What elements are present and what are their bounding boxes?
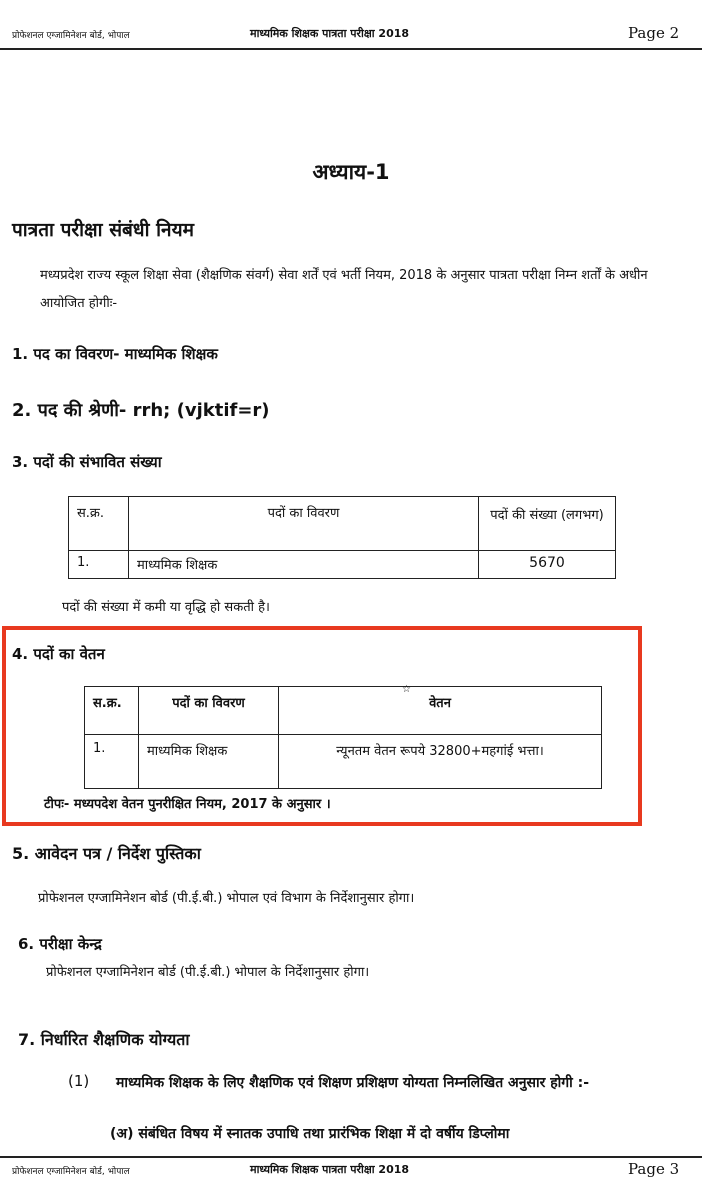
table-row bbox=[85, 735, 602, 789]
item-exam-centre: 6. परीक्षा केन्द्र bbox=[18, 935, 102, 953]
col-post-count: पदों की संख्या (लगभग) bbox=[479, 497, 616, 551]
cell-serial: 1. bbox=[85, 735, 139, 789]
table-header-row bbox=[85, 687, 602, 735]
star-icon: ☆ bbox=[402, 684, 411, 695]
footer-exam-title: माध्यमिक शिक्षक पात्रता परीक्षा 2018 bbox=[250, 1163, 410, 1176]
chapter-title: अध्याय-1 bbox=[312, 160, 390, 184]
intro-paragraph: मध्यप्रदेश राज्य स्कूल शिक्षा सेवा (शैक्षणिक संवर्ग) सेवा शर्तें एवं भर्ती नियम, 2018 के अनुसार पात्रता परीक्षा निम्न शर्तों के अधीन आयोजित होगीः- bbox=[40, 268, 648, 311]
table-row bbox=[69, 551, 616, 579]
header-exam-title: माध्यमिक शिक्षक पात्रता परीक्षा 2018 bbox=[250, 27, 410, 40]
salary-table bbox=[84, 686, 602, 789]
item-post-salary: 4. पदों का वेतन bbox=[12, 645, 105, 663]
salary-tip: टीपः- मध्यपदेश वेतन पुनरीक्षित नियम, 2017 के अनुसार । bbox=[44, 797, 331, 812]
qualification-number: (1) bbox=[68, 1072, 90, 1090]
col-serial: स.क्र. bbox=[85, 687, 139, 735]
posts-count-table bbox=[68, 496, 616, 579]
cell-post-name: माध्यमिक शिक्षक bbox=[139, 735, 279, 789]
item-post-description: 1. पद का विवरण- माध्यमिक शिक्षक bbox=[12, 345, 218, 363]
item-educational-qualification: 7. निर्धारित शैक्षणिक योग्यता bbox=[18, 1030, 190, 1049]
footer-board-name: प्रोफेशनल एग्जामिनेशन बोर्ड, भोपाल bbox=[12, 1167, 130, 1177]
exam-centre-note: प्रोफेशनल एग्जामिनेशन बोर्ड (पी.ई.बी.) भोपाल के निर्देशानुसार होगा। bbox=[46, 965, 370, 980]
col-serial: स.क्र. bbox=[69, 497, 129, 551]
section-title: पात्रता परीक्षा संबंधी नियम bbox=[12, 219, 194, 241]
col-post-description: पदों का विवरण bbox=[129, 497, 479, 551]
footer-page-number: Page 3 bbox=[628, 1160, 680, 1178]
application-form-note: प्रोफेशनल एग्जामिनेशन बोर्ड (पी.ई.बी.) भोपाल एवं विभाग के निर्देशानुसार होगा। bbox=[38, 891, 415, 906]
header-board-name: प्रोफेशनल एग्जामिनेशन बोर्ड, भोपाल bbox=[12, 31, 130, 41]
cell-post-name: माध्यमिक शिक्षक bbox=[129, 551, 479, 579]
page-footer bbox=[0, 1156, 702, 1196]
item-post-category: 2. पद की श्रेणी- rrh; (vjktif=r) bbox=[12, 400, 270, 421]
posts-count-note: पदों की संख्या में कमी या वृद्धि हो सकती है। bbox=[62, 600, 270, 615]
cell-salary: न्यूनतम वेतन रूपये 32800+महगांई भत्ता। bbox=[279, 735, 602, 789]
qualification-sub-a: (अ) संबंधित विषय में स्नातक उपाधि तथा प्रारंभिक शिक्षा में दो वर्षीय डिप्लोमा bbox=[110, 1126, 510, 1142]
footer-rule bbox=[0, 1156, 702, 1158]
col-salary: वेतन bbox=[279, 687, 602, 735]
table-header-row bbox=[69, 497, 616, 551]
item-application-form: 5. आवेदन पत्र / निर्देश पुस्तिका bbox=[12, 844, 201, 863]
header-page-number: Page 2 bbox=[628, 24, 680, 42]
col-post-description: पदों का विवरण bbox=[139, 687, 279, 735]
qualification-text: माध्यमिक शिक्षक के लिए शैक्षणिक एवं शिक्षण प्रशिक्षण योग्यता निम्नलिखित अनुसार होगी :- bbox=[116, 1075, 590, 1091]
item-post-count: 3. पदों की संभावित संख्या bbox=[12, 453, 162, 471]
cell-post-count: 5670 bbox=[479, 551, 616, 579]
cell-serial: 1. bbox=[69, 551, 129, 579]
page-header bbox=[0, 10, 702, 50]
